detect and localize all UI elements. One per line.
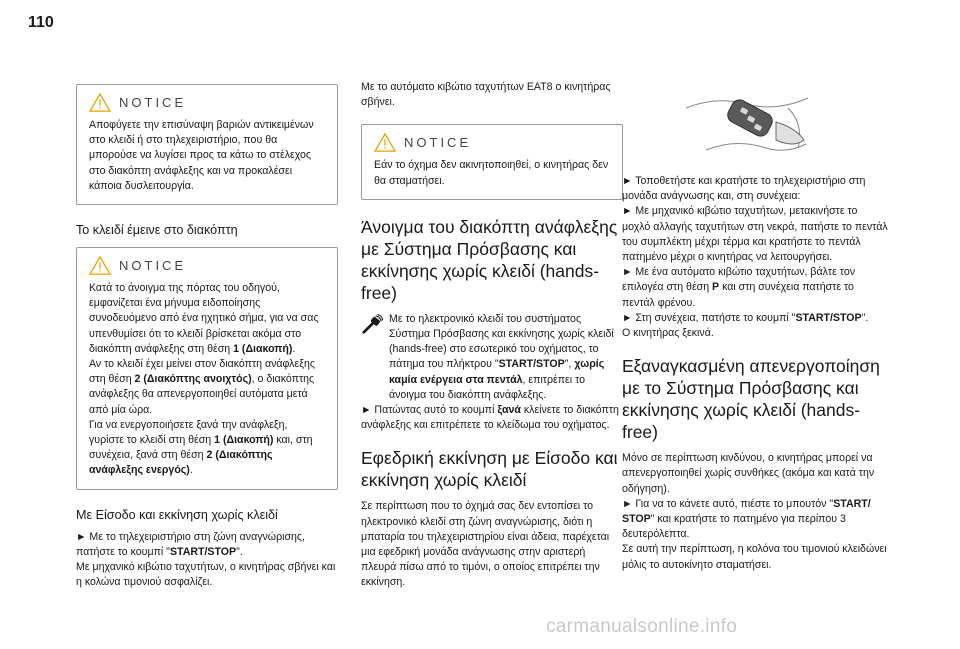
eat8-note: Με το αυτόματο κιβώτιο ταχυτήτων EAT8 ο κινητήρας σβήνει.	[361, 81, 611, 109]
notice-paragraph-2: Αν το κλειδί έχει μείνει στον διακόπτη ανάφλεξης στη θέση 2 (Διακόπτης ανοιχτός), ο διακόπτης ανάφλεξης θα απενεργοποιηθεί αυτόματα μετά από μία ώρα.	[89, 358, 315, 416]
forced-off-paragraph-3: Σε αυτή την περίπτωση, η κολόνα του τιμονιού κλειδώνει μόλις το αυτοκίνητο σταματήσει.	[622, 543, 887, 571]
notice-box-vehicle-moving	[361, 124, 623, 199]
instruction-press-again: ► Πατώντας αυτό το κουμπί ξανά κλείνετε το διακόπτη ανάφλεξης και επιτρέπετε το κλείδωμα του οχήματος.	[361, 404, 619, 432]
notice-box-heavy-objects	[76, 84, 338, 205]
instruction-press-start-stop: ► Στη συνέχεια, πατήστε το κουμπί "START/STOP".	[622, 311, 869, 324]
notice-title: NOTICE	[119, 95, 187, 110]
backup-start-paragraph: Σε περίπτωση που το όχημά σας δεν εντοπίσει το ηλεκτρονικό κλειδί στη ζώνη αναγνώρισης, διότι η μπαταρία του τηλεχειριστηρίου είναι άδεια, παρέχεται μια εφεδρική μονάδα ανάγνωσης στην αριστερή πλευρά πίσω από το τιμόνι, ο οποίος επιτρέπει την εκκίνηση.	[361, 500, 610, 589]
engine-starts-note: Ο κινητήρας ξεκινά.	[622, 327, 714, 340]
warning-triangle-icon	[374, 133, 396, 152]
instruction-place-remote: ► Τοποθετήστε και κρατήστε το τηλεχειριστήριο στη μονάδα ανάγνωσης και, στη συνέχεια:	[622, 175, 866, 203]
remote-reader-illustration	[676, 78, 816, 170]
warning-triangle-icon	[89, 93, 111, 112]
column-middle	[361, 80, 623, 591]
section-heading-keyless-entry: Με Είσοδο και εκκίνηση χωρίς κλειδί	[76, 507, 278, 522]
notice-paragraph-3: Για να ενεργοποιήσετε ξανά την ανάφλεξη, γυρίστε το κλειδί στη θέση 1 (Διακοπή) και, στη συνέχεια, ξανά στη θέση 2 (Διακόπτης ανάφλεξης ενεργός).	[89, 418, 313, 477]
keyless-intro	[361, 312, 623, 403]
keyless-paragraph: Με το ηλεκτρονικό κλειδί του συστήματος Σύστημα Πρόσβασης και εκκίνησης χωρίς κλειδί (hands-free) στο εσωτερικό του οχήματος, το πάτημα του πλήκτρου "START/STOP", χωρίς καμία ενέργεια στα πεντάλ, επιτρέπει το άνοιγμα του διακόπτη ανάφλεξης.	[389, 312, 614, 401]
instruction-automatic-gearbox: ► Με ένα αυτόματο κιβώτιο ταχυτήτων, βάλτε τον επιλογέα στη θέση P και στη συνέχεια πατήστε το πεντάλ φρένου.	[622, 266, 856, 309]
section-heading-open-ignition: Άνοιγμα του διακόπτη ανάφλεξης με Σύστημα Πρόσβασης και εκκίνησης χωρίς κλειδί (hands-free)	[361, 216, 618, 303]
section-heading-forced-off: Εξαναγκασμένη απενεργοποίηση με το Σύστημα Πρόσβασης και εκκίνησης χωρίς κλειδί (hands-free)	[622, 356, 880, 443]
notice-text: Αποφύγετε την επισύναψη βαριών αντικειμένων στο κλειδί ή στο τηλεχειριστήριο, που θα μπορούσε να λυγίσει προς τα κάτω το στέλεχος στο διακόπτη ανάφλεξης και να προκαλέσει κάποια δυσλειτουργία.	[89, 119, 314, 192]
instruction-press-start-stop: ► Με το τηλεχειριστήριο στη ζώνη αναγνώρισης, πατήστε το κουμπί "START/STOP".	[76, 530, 305, 558]
page-number: 110	[28, 14, 54, 31]
warning-triangle-icon	[89, 256, 111, 275]
forced-off-paragraph-2: ► Για να το κάνετε αυτό, πιέστε το μπουτόν "START/ STOP" και κρατήστε το πατημένο για περίπου 3 δευτερόλεπτα.	[622, 497, 871, 541]
column-left	[76, 84, 338, 590]
watermark-text: carmanualsonline.info	[546, 616, 738, 637]
instruction-manual-gearbox: ► Με μηχανικό κιβώτιο ταχυτήτων, μετακινήστε το μοχλό αλλαγής ταχυτήτων στη νεκρά, πατήστε το πεντάλ του συμπλέκτη μέχρι τέρμα και κρατήστε το πεντάλ πατημένο μέχρι ο κινητήρας να λειτουργήσει.	[622, 205, 888, 264]
notice-text: Εάν το όχημα δεν ακινητοποιηθεί, ο κινητήρας δεν θα σταματήσει.	[374, 159, 609, 187]
manual-gearbox-note: Με μηχανικό κιβώτιο ταχυτήτων, ο κινητήρας σβήνει και η κολώνα τιμονιού ασφαλίζει.	[76, 561, 336, 589]
notice-title: NOTICE	[404, 135, 472, 151]
forced-off-paragraph-1: Μόνο σε περίπτωση κινδύνου, ο κινητήρας μπορεί να απενεργοποιηθεί χωρίς συνθήκες (ακόμα και κατά την οδήγηση).	[622, 452, 875, 495]
column-right	[622, 78, 888, 573]
notice-paragraph-1: Κατά το άνοιγμα της πόρτας του οδηγού, εμφανίζεται ένα μήνυμα ειδοποίησης συνοδευόμενο από ένα ηχητικό σήμα, για να σας υπενθυμίσει ότι το κλειδί βρίσκεται ακόμα στο διακόπτη ανάφλεξης στη θέση 1 (Διακοπή).	[89, 282, 319, 355]
section-heading-backup-start: Εφεδρική εκκίνηση με Είσοδο και εκκίνηση χωρίς κλειδί	[361, 448, 618, 491]
notice-title: NOTICE	[119, 258, 187, 274]
section-heading-key-left: Το κλειδί έμεινε στο διακόπτη	[76, 223, 238, 238]
notice-box-key-left	[76, 247, 338, 490]
keyless-key-icon	[361, 314, 383, 336]
